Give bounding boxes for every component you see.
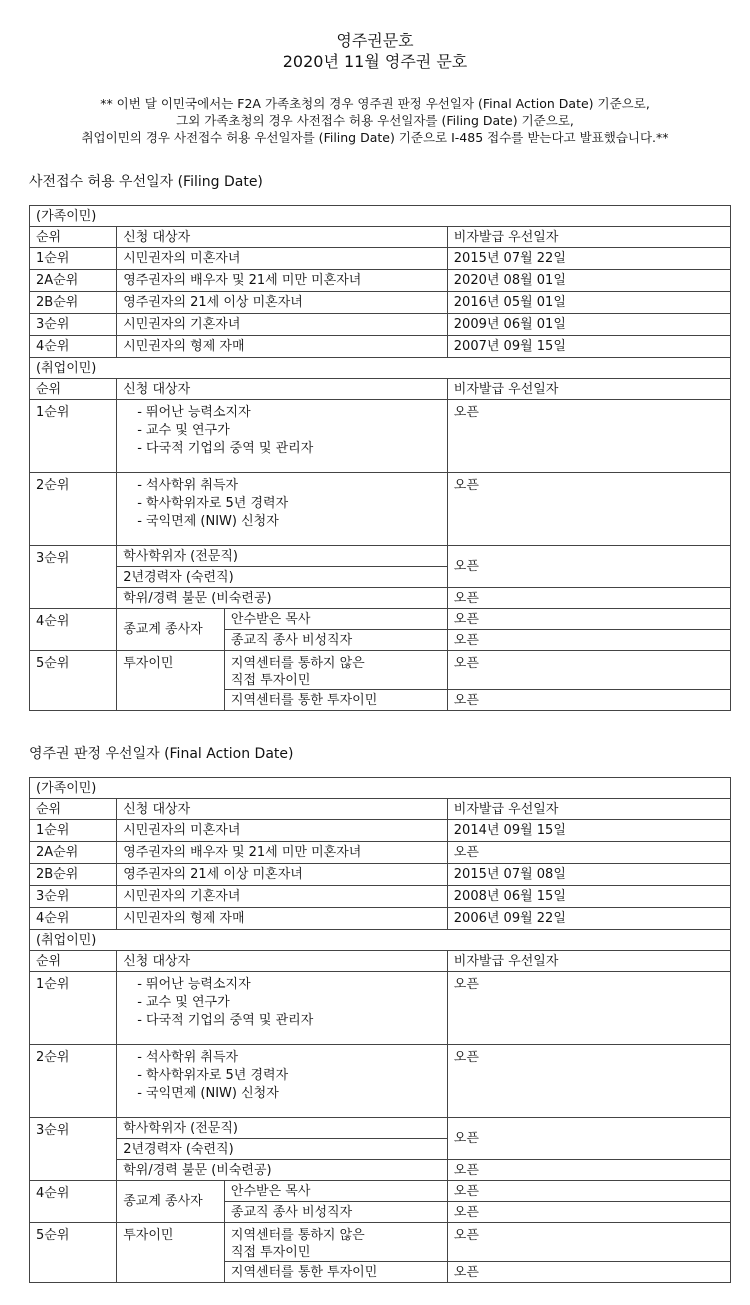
table-row [30, 908, 731, 930]
section-title: 영주권 판정 우선일자 (Final Action Date) [29, 746, 294, 762]
table-row [30, 1160, 731, 1181]
date-cell: 오픈 [447, 1202, 730, 1223]
table-row [30, 842, 731, 864]
employment-section-label: (취업이민) [30, 358, 731, 379]
list-item: - 교수 및 연구가 [137, 423, 230, 438]
group-cell: 투자이민 [117, 651, 225, 711]
visa-bulletin-table [29, 205, 731, 711]
target-cell: 시민권자의 기혼자녀 [117, 314, 448, 336]
header-rank: 순위 [30, 799, 117, 820]
table-row [30, 248, 731, 270]
rank-cell: 1순위 [30, 820, 117, 842]
target-cell: 학사학위자 (전문직) [117, 546, 448, 567]
rank-cell: 2순위 [30, 473, 117, 546]
date-cell: 오픈 [447, 1262, 730, 1283]
rank-cell: 2B순위 [30, 864, 117, 886]
rank-cell: 4순위 [30, 1181, 117, 1223]
table-row [30, 336, 731, 358]
section-title: 사전접수 허용 우선일자 (Filing Date) [29, 174, 263, 190]
date-cell: 2016년 05월 01일 [447, 292, 730, 314]
rank-cell: 2A순위 [30, 842, 117, 864]
employment-header-row [30, 951, 731, 972]
date-cell: 오픈 [447, 546, 730, 588]
target-cell: 시민권자의 형제 자매 [117, 336, 448, 358]
target-cell: 종교직 종사 비성직자 [224, 630, 447, 651]
family-label-row [30, 206, 731, 227]
target-cell: 영주권자의 배우자 및 21세 미만 미혼자녀 [117, 842, 448, 864]
group-cell: 종교계 종사자 [117, 609, 225, 651]
family-label-row [30, 778, 731, 799]
date-cell: 오픈 [447, 588, 730, 609]
list-item: - 석사학위 취득자 [137, 478, 239, 493]
date-cell: 2015년 07월 22일 [447, 248, 730, 270]
employment-header-row [30, 379, 731, 400]
date-cell: 2015년 07월 08일 [447, 864, 730, 886]
target-cell: 영주권자의 21세 이상 미혼자녀 [117, 864, 448, 886]
target-cell [117, 1045, 448, 1118]
employment-section-label: (취업이민) [30, 930, 731, 951]
list-item: - 다국적 기업의 중역 및 관리자 [137, 441, 314, 456]
date-cell: 2009년 06월 01일 [447, 314, 730, 336]
list-item: - 뛰어난 능력소지자 [137, 977, 251, 992]
family-header-row [30, 799, 731, 820]
target-cell: 영주권자의 배우자 및 21세 미만 미혼자녀 [117, 270, 448, 292]
target-cell: 안수받은 목사 [224, 1181, 447, 1202]
table-row [30, 651, 731, 690]
table-row [30, 609, 731, 630]
list-item: - 학사학위자로 5년 경력자 [137, 496, 289, 511]
rank-cell: 3순위 [30, 314, 117, 336]
list-item: - 뛰어난 능력소지자 [137, 405, 251, 420]
target-cell: 지역센터를 통하지 않은 직접 투자이민 [224, 1223, 447, 1262]
target-cell [117, 972, 448, 1045]
target-cell: 시민권자의 미혼자녀 [117, 248, 448, 270]
table-row [30, 1118, 731, 1139]
date-cell: 오픈 [447, 1118, 730, 1160]
rank-cell: 1순위 [30, 248, 117, 270]
notice-line-3: 취업이민의 경우 사전접수 허용 우선일자를 (Filing Date) 기준으로 I-485 접수를 받는다고 발표했습니다.** [81, 130, 669, 145]
table-row [30, 314, 731, 336]
date-cell: 오픈 [447, 1160, 730, 1181]
date-cell: 2008년 06월 15일 [447, 886, 730, 908]
date-cell: 오픈 [447, 630, 730, 651]
date-cell: 오픈 [447, 609, 730, 630]
table-row [30, 270, 731, 292]
table-row [30, 473, 731, 546]
table-row [30, 292, 731, 314]
family-section-label: (가족이민) [30, 206, 731, 227]
table-row [30, 1181, 731, 1202]
header-target: 신청 대상자 [117, 227, 448, 248]
header-target: 신청 대상자 [117, 951, 448, 972]
rank-cell: 4순위 [30, 609, 117, 651]
group-cell: 투자이민 [117, 1223, 225, 1283]
target-cell: 시민권자의 기혼자녀 [117, 886, 448, 908]
target-cell [117, 400, 448, 473]
target-cell: 지역센터를 통하지 않은 직접 투자이민 [224, 651, 447, 690]
page-subtitle: 2020년 11월 영주권 문호 [282, 52, 468, 71]
list-item: - 석사학위 취득자 [137, 1050, 239, 1065]
table-row [30, 972, 731, 1045]
table-row [30, 820, 731, 842]
header-rank: 순위 [30, 379, 117, 400]
table-row [30, 864, 731, 886]
date-cell: 오픈 [447, 1045, 730, 1118]
header-rank: 순위 [30, 227, 117, 248]
list-item: - 교수 및 연구가 [137, 995, 230, 1010]
target-cell: 안수받은 목사 [224, 609, 447, 630]
list-item: - 국익면제 (NIW) 신청자 [137, 1086, 279, 1101]
table-row [30, 400, 731, 473]
target-cell: 시민권자의 미혼자녀 [117, 820, 448, 842]
table-row [30, 886, 731, 908]
table-row [30, 588, 731, 609]
list-item: - 국익면제 (NIW) 신청자 [137, 514, 279, 529]
notice-line-2: 그외 가족초청의 경우 사전접수 허용 우선일자를 (Filing Date) 기준으로, [176, 113, 574, 128]
date-cell: 오픈 [447, 690, 730, 711]
rank-cell: 3순위 [30, 546, 117, 609]
page-title: 영주권문호 [336, 31, 414, 50]
target-cell: 영주권자의 21세 이상 미혼자녀 [117, 292, 448, 314]
target-cell: 지역센터를 통한 투자이민 [224, 690, 447, 711]
rank-cell: 4순위 [30, 336, 117, 358]
header-date: 비자발급 우선일자 [447, 951, 730, 972]
employment-label-row [30, 358, 731, 379]
date-cell: 오픈 [447, 473, 730, 546]
target-cell: 2년경력자 (숙련직) [117, 567, 448, 588]
header-rank: 순위 [30, 951, 117, 972]
header-date: 비자발급 우선일자 [447, 379, 730, 400]
target-cell: 학위/경력 불문 (비숙련공) [117, 588, 448, 609]
group-cell: 종교계 종사자 [117, 1181, 225, 1223]
rank-cell: 2A순위 [30, 270, 117, 292]
table-row [30, 546, 731, 567]
target-cell: 학사학위자 (전문직) [117, 1118, 448, 1139]
rank-cell: 2순위 [30, 1045, 117, 1118]
target-cell: 종교직 종사 비성직자 [224, 1202, 447, 1223]
list-item: - 학사학위자로 5년 경력자 [137, 1068, 289, 1083]
target-cell: 지역센터를 통한 투자이민 [224, 1262, 447, 1283]
list-item: - 다국적 기업의 중역 및 관리자 [137, 1013, 314, 1028]
target-cell: 학위/경력 불문 (비숙련공) [117, 1160, 448, 1181]
rank-cell: 3순위 [30, 1118, 117, 1181]
date-cell: 오픈 [447, 842, 730, 864]
date-cell: 2007년 09월 15일 [447, 336, 730, 358]
rank-cell: 4순위 [30, 908, 117, 930]
rank-cell: 2B순위 [30, 292, 117, 314]
rank-cell: 3순위 [30, 886, 117, 908]
header-date: 비자발급 우선일자 [447, 799, 730, 820]
date-cell: 오픈 [447, 1223, 730, 1262]
table-row [30, 1223, 731, 1262]
header-date: 비자발급 우선일자 [447, 227, 730, 248]
date-cell: 오픈 [447, 651, 730, 690]
date-cell: 2014년 09월 15일 [447, 820, 730, 842]
visa-bulletin-table [29, 777, 731, 1283]
table-row [30, 1045, 731, 1118]
notice-line-1: ** 이번 달 이민국에서는 F2A 가족초청의 경우 영주권 판정 우선일자 (Final Action Date) 기준으로, [100, 96, 650, 111]
date-cell: 2006년 09월 22일 [447, 908, 730, 930]
family-section-label: (가족이민) [30, 778, 731, 799]
date-cell: 오픈 [447, 400, 730, 473]
family-header-row [30, 227, 731, 248]
date-cell: 오픈 [447, 972, 730, 1045]
target-cell: 2년경력자 (숙련직) [117, 1139, 448, 1160]
header-target: 신청 대상자 [117, 379, 448, 400]
rank-cell: 5순위 [30, 651, 117, 711]
rank-cell: 5순위 [30, 1223, 117, 1283]
rank-cell: 1순위 [30, 972, 117, 1045]
rank-cell: 1순위 [30, 400, 117, 473]
employment-label-row [30, 930, 731, 951]
target-cell: 시민권자의 형제 자매 [117, 908, 448, 930]
target-cell [117, 473, 448, 546]
date-cell: 오픈 [447, 1181, 730, 1202]
header-target: 신청 대상자 [117, 799, 448, 820]
date-cell: 2020년 08월 01일 [447, 270, 730, 292]
